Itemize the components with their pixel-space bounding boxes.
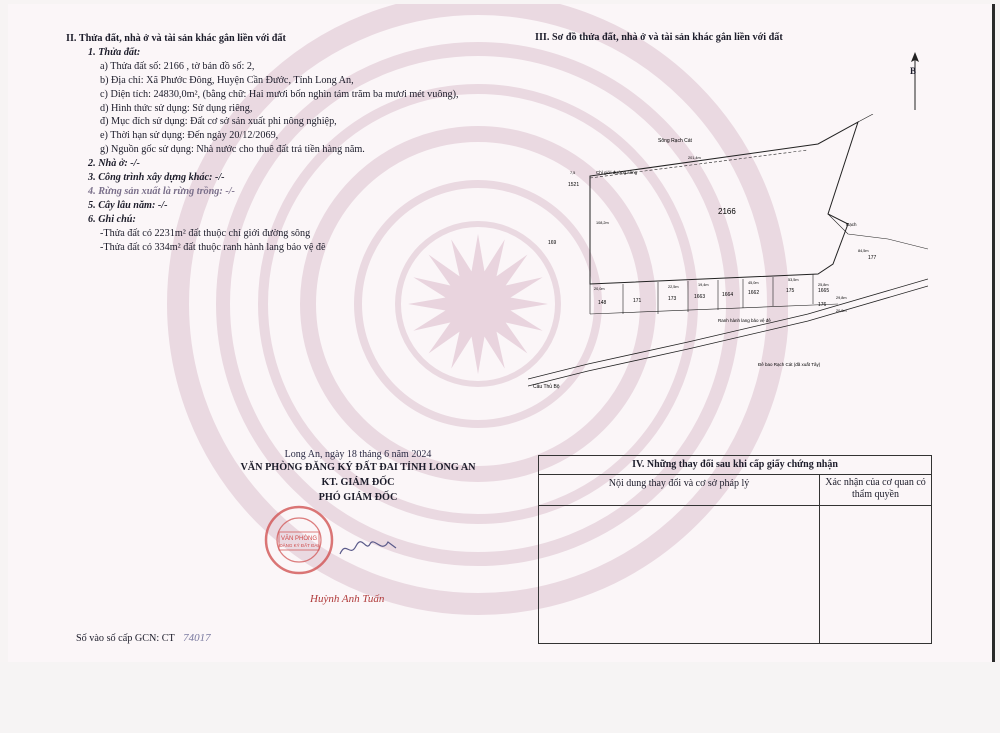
changes-body [539, 506, 931, 643]
section3-title: III. Sơ đồ thửa đất, nhà ở và tài sản khác gắn liền với đất [535, 32, 783, 43]
land-item-term: e) Thời hạn sử dụng: Đến ngày 20/12/2069, [100, 130, 279, 142]
land-heading: 1. Thửa đất: [88, 46, 141, 58]
parcel-number: 2166 [718, 207, 736, 216]
neighbor-175: 175 [786, 288, 795, 294]
changes-table [538, 455, 932, 644]
parcel-outline [590, 122, 858, 284]
col-change-content: Nội dung thay đổi và cơ sở pháp lý [539, 475, 820, 505]
dim-label: 20,9m [836, 309, 847, 313]
official-seal [263, 504, 335, 576]
scan-margin [0, 662, 1000, 733]
dyke-corridor-label: Ranh hành lang bảo vệ đê [718, 318, 771, 323]
seal-text: VĂN PHÒNG [280, 536, 318, 542]
dim-label: 22,5m [668, 285, 679, 289]
construction-line: 3. Công trình xây dựng khác: -/- [88, 172, 225, 184]
neighbor-177: 177 [868, 255, 877, 261]
signature-block [208, 449, 508, 505]
forest-line: 4. Rừng sản xuất là rừng trồng: -/- [88, 185, 235, 197]
neighbor-1664: 1664 [722, 292, 734, 298]
dim-label: 19,4m [698, 283, 709, 287]
road-label: Đê bao Rạch Cát (đã xuất Tây) [758, 362, 821, 367]
registry-line [76, 632, 211, 644]
dim-label: 7,5 [570, 171, 576, 175]
dim-label: 29,8m [836, 296, 847, 300]
land-item-parcel: a) Thửa đất số: 2166 , tờ bản đồ số: 2, [100, 60, 255, 72]
river-name: Sông Rạch Cát [658, 138, 692, 144]
seal-text-2: ĐĂNG KÝ ĐẤT ĐAI [279, 543, 319, 548]
land-item-origin: g) Nguồn gốc sử dụng: Nhà nước cho thuê đất trả tiền hàng năm. [100, 144, 365, 156]
signer-role: PHÓ GIÁM ĐỐC [318, 492, 398, 503]
handwritten-signature [338, 532, 398, 562]
land-item-purpose: đ) Mục đích sử dụng: Đất cơ sở sản xuất phi nông nghiệp, [100, 116, 337, 128]
changes-header-row [539, 475, 931, 506]
land-item-area: c) Diện tích: 24830,0m², (bằng chữ: Hai mươi bốn nghìn tám trăm ba mươi mét vuông), [100, 88, 459, 100]
section2-title: II. Thửa đất, nhà ở và tài sản khác gắn liền với đất [66, 33, 286, 44]
registry-number: 74017 [183, 632, 211, 644]
changes-body-left [539, 506, 820, 643]
dyke-road-line-2 [528, 286, 928, 386]
section-land-info [66, 32, 506, 255]
on-behalf-title: KT. GIÁM ĐỐC [321, 477, 395, 488]
neighbor-1663: 1663 [694, 294, 706, 300]
neighbor-169: 169 [548, 240, 557, 246]
neighbor-1521: 1521 [568, 182, 580, 188]
house-line: 2. Nhà ở: -/- [88, 158, 140, 170]
dim-label: 84,5m [858, 249, 869, 253]
neighbor-173: 173 [668, 296, 677, 302]
neighbor-1665: 1665 [818, 288, 830, 294]
dim-label: 45,0m [748, 281, 759, 285]
parcel-sketch-map [528, 114, 928, 404]
issuing-office: VĂN PHÒNG ĐĂNG KÝ ĐẤT ĐAI TỈNH LONG AN [240, 462, 476, 473]
river-bank [858, 114, 873, 122]
dim-label: 25,8m [818, 283, 829, 287]
north-label: B [910, 66, 917, 76]
dim-label: 108,2m [596, 221, 609, 225]
north-arrow-icon [908, 52, 922, 112]
land-item-usage-form: d) Hình thức sử dụng: Sử dụng riêng, [100, 102, 253, 114]
dim-label: 20,0m [594, 287, 605, 291]
note-river-boundary: -Thửa đất có 2231m² đất thuộc chỉ giới đường sông [100, 227, 311, 239]
land-item-address: b) Địa chỉ: Xã Phước Đông, Huyện Cần Đước, Tỉnh Long An, [100, 74, 354, 86]
river-boundary-label: Chỉ giới đường sông [596, 170, 638, 175]
canal-label: Rạch [846, 222, 857, 227]
canal-line [828, 214, 928, 249]
signer-name: Huỳnh Anh Tuấn [310, 593, 385, 605]
notes-heading: 6. Ghi chú: [88, 213, 136, 225]
note-dyke-corridor: -Thửa đất có 334m² đất thuộc ranh hành lang bảo vệ đê [100, 241, 326, 253]
registry-label: Số vào số cấp GCN: CT [76, 633, 175, 644]
neighbor-148: 148 [598, 300, 607, 306]
certificate-page [8, 4, 995, 664]
neighbor-171: 171 [633, 298, 642, 304]
dim-label: 201,4m [688, 156, 701, 160]
neighbor-1662: 1662 [748, 290, 760, 296]
bridge-label: Cầu Thủ Bộ [533, 384, 560, 390]
lot-baseline [590, 304, 838, 314]
neighbor-176: 176 [818, 302, 827, 308]
col-authority-confirm: Xác nhận của cơ quan có thẩm quyền [825, 477, 926, 500]
issue-date: Long An, ngày 18 tháng 6 năm 2024 [284, 449, 432, 460]
north-arrow [908, 52, 922, 112]
perennial-line: 5. Cây lâu năm: -/- [88, 199, 168, 211]
dim-label: 53,5m [788, 278, 799, 282]
changes-title: IV. Những thay đổi sau khi cấp giấy chứng nhận [539, 456, 931, 475]
